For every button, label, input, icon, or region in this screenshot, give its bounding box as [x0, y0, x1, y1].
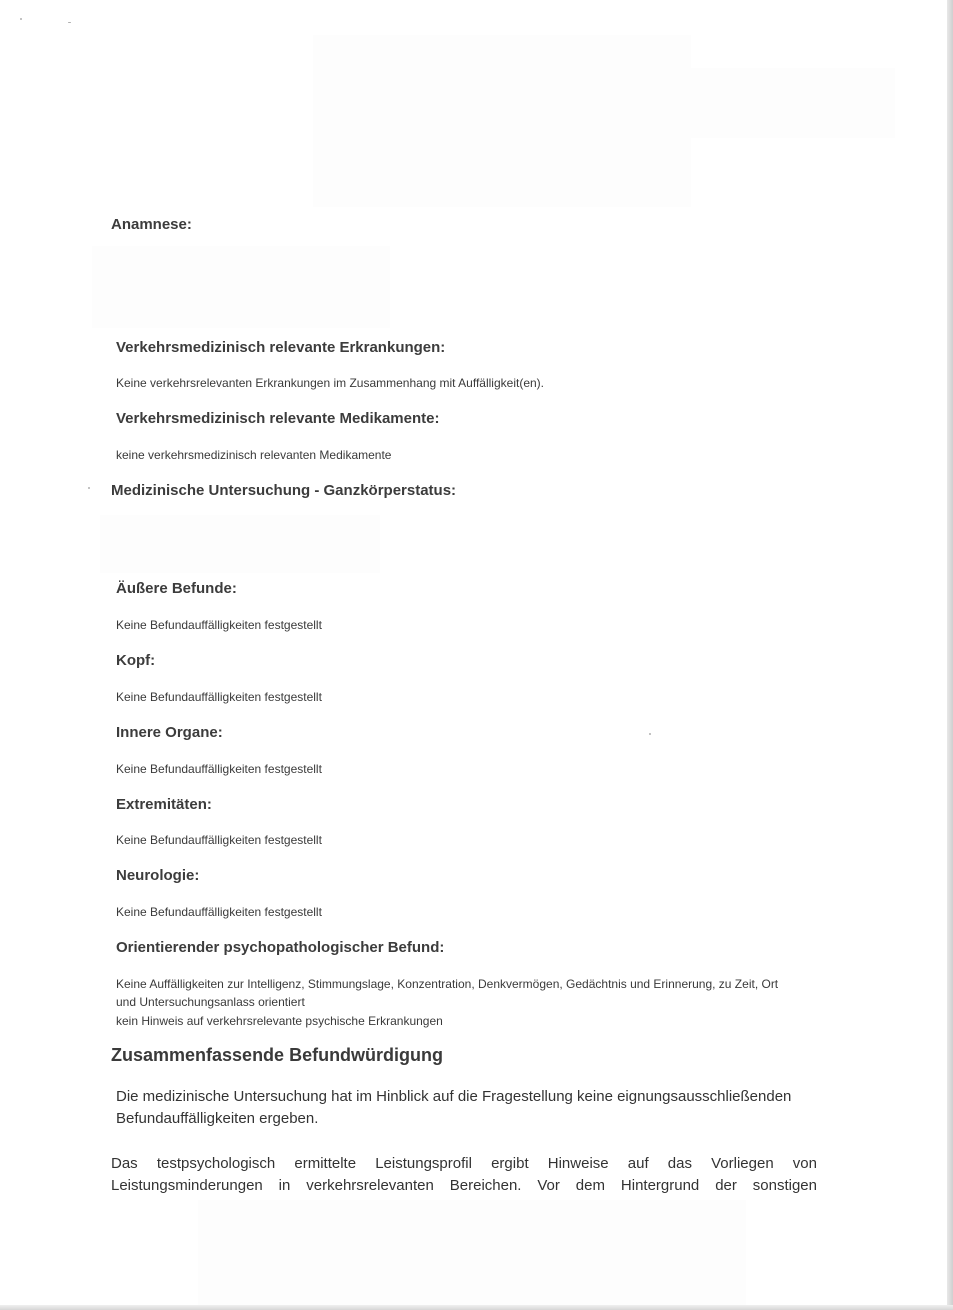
psycho-heading: Orientierender psychopathologischer Befund: — [116, 939, 445, 956]
medikamente-text: keine verkehrsmedizinisch relevanten Medikamente — [116, 448, 392, 462]
psycho-line-3: kein Hinweis auf verkehrsrelevante psychische Erkrankungen — [116, 1014, 443, 1028]
scan-speck — [20, 18, 22, 20]
befund-innere-organe-text: Keine Befundauffälligkeiten festgestellt — [116, 762, 322, 776]
untersuchung-heading: Medizinische Untersuchung - Ganzkörperstatus: — [111, 482, 457, 499]
befund-extremitaeten-text: Keine Befundauffälligkeiten festgestellt — [116, 833, 322, 847]
zusammenfassung-paragraph-2 — [111, 1153, 817, 1197]
befund-aeussere-heading: Äußere Befunde: — [116, 580, 237, 597]
befund-innere-organe-heading: Innere Organe: — [116, 724, 223, 741]
befund-extremitaeten-heading: Extremitäten: — [116, 796, 212, 813]
scan-speck — [649, 733, 651, 735]
psycho-line-2: und Untersuchungsanlass orientiert — [116, 995, 305, 1009]
zusammenfassung-p1-line-1: Die medizinische Untersuchung hat im Hinblick auf die Fragestellung keine eignungsausschließenden — [116, 1088, 792, 1105]
medikamente-heading: Verkehrsmedizinisch relevante Medikamente: — [116, 410, 440, 427]
redacted-header-area — [313, 35, 691, 207]
erkrankungen-heading: Verkehrsmedizinisch relevante Erkrankungen: — [116, 339, 446, 356]
scan-edge-bottom — [0, 1305, 953, 1310]
redacted-header-area-right — [690, 68, 895, 138]
zusammenfassung-p2-line-2: Leistungsminderungen in verkehrsrelevanten Bereichen. Vor dem Hintergrund der sonstigen — [111, 1177, 817, 1194]
befund-neurologie-heading: Neurologie: — [116, 867, 200, 884]
scan-speck — [68, 22, 71, 23]
psycho-line-1: Keine Auffälligkeiten zur Intelligenz, Stimmungslage, Konzentration, Denkvermögen, Gedächtnis und Erinnerung, zu Zeit, Ort — [116, 977, 779, 991]
befund-neurologie-text: Keine Befundauffälligkeiten festgestellt — [116, 905, 322, 919]
redacted-anamnese-area — [92, 246, 390, 328]
redacted-status-area — [100, 515, 380, 573]
redacted-footer-area — [198, 1200, 746, 1305]
befund-aeussere-text: Keine Befundauffälligkeiten festgestellt — [116, 618, 322, 632]
anamnese-heading: Anamnese: — [111, 216, 192, 233]
scan-speck — [88, 487, 90, 489]
scan-edge-right — [947, 0, 953, 1310]
zusammenfassung-p2-line-1: Das testpsychologisch ermittelte Leistungsprofil ergibt Hinweise auf das Vorliegen von — [111, 1155, 817, 1172]
befund-kopf-heading: Kopf: — [116, 652, 156, 669]
zusammenfassung-p1-line-2: Befundauffälligkeiten ergeben. — [116, 1110, 319, 1127]
erkrankungen-text: Keine verkehrsrelevanten Erkrankungen im Zusammenhang mit Auffälligkeit(en). — [116, 376, 544, 390]
zusammenfassung-heading: Zusammenfassende Befundwürdigung — [111, 1045, 444, 1065]
zusammenfassung-paragraph-1 — [116, 1086, 818, 1130]
befund-kopf-text: Keine Befundauffälligkeiten festgestellt — [116, 690, 322, 704]
